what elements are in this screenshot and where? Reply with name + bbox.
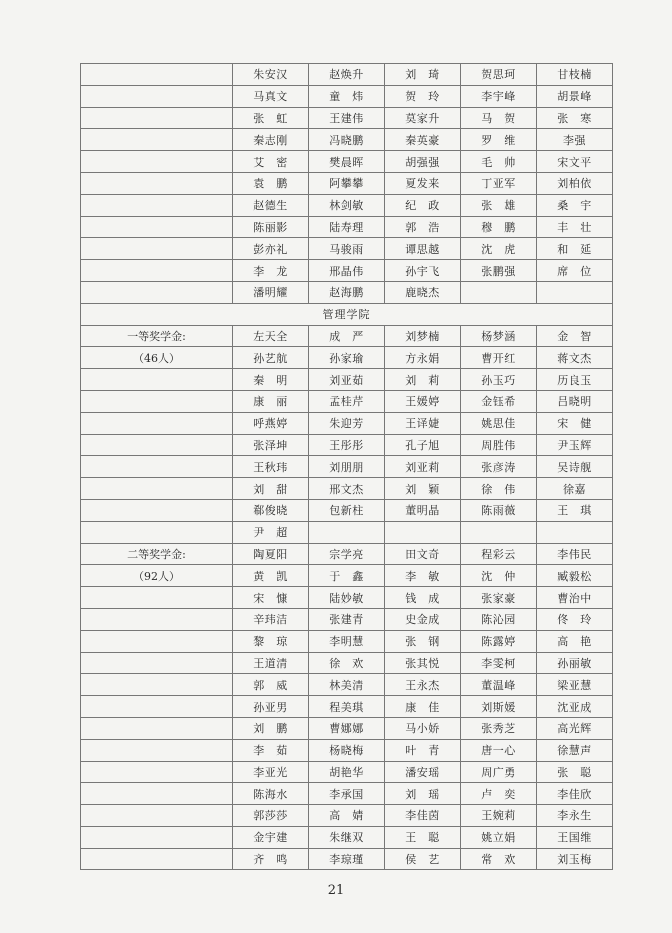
table-row (81, 456, 613, 478)
name-cell: 高光辉 (537, 717, 613, 739)
table-row (81, 172, 613, 194)
name-cell: 李宇峰 (461, 85, 537, 107)
category-cell (81, 630, 233, 652)
award-list-table (80, 63, 613, 870)
name-cell: 李佳茵 (385, 805, 461, 827)
category-cell: 二等奖学金: (81, 543, 233, 565)
section-heading: 管理学院 (81, 303, 613, 325)
table-row (81, 434, 613, 456)
name-cell: 杨梦涵 (461, 325, 537, 347)
category-cell (81, 216, 233, 238)
name-cell: 潘安瑶 (385, 761, 461, 783)
table-row (81, 194, 613, 216)
name-cell: 王婉莉 (461, 805, 537, 827)
name-cell: 郗俊晓 (233, 499, 309, 521)
category-cell (81, 499, 233, 521)
name-cell: 曹治中 (537, 587, 613, 609)
name-cell: 陆妙敏 (309, 587, 385, 609)
name-cell: 冯晓鹏 (309, 129, 385, 151)
name-cell: 孙丽敏 (537, 652, 613, 674)
name-cell: 林剑敏 (309, 194, 385, 216)
name-cell: 左天全 (233, 325, 309, 347)
category-cell (81, 717, 233, 739)
name-cell: 王永杰 (385, 674, 461, 696)
name-cell: 金宇建 (233, 826, 309, 848)
category-cell (81, 412, 233, 434)
table-row (81, 587, 613, 609)
table-row (81, 478, 613, 500)
category-cell (81, 85, 233, 107)
name-cell: 秦志刚 (233, 129, 309, 151)
name-cell: 臧毅松 (537, 565, 613, 587)
name-cell: 刘 鹏 (233, 717, 309, 739)
category-cell (81, 194, 233, 216)
name-cell: 王建伟 (309, 107, 385, 129)
name-cell (461, 281, 537, 303)
table-row (81, 151, 613, 173)
name-cell: 桑 宇 (537, 194, 613, 216)
name-cell: 贺思珂 (461, 64, 537, 86)
category-cell (81, 739, 233, 761)
name-cell: 丰 壮 (537, 216, 613, 238)
name-cell: 于 鑫 (309, 565, 385, 587)
name-cell: 席 位 (537, 260, 613, 282)
name-cell (537, 521, 613, 543)
award-list-body (81, 64, 613, 870)
name-cell: 张 钢 (385, 630, 461, 652)
name-cell: 李永生 (537, 805, 613, 827)
name-cell: 金 智 (537, 325, 613, 347)
name-cell: 辛玮洁 (233, 608, 309, 630)
table-row (81, 674, 613, 696)
name-cell: 刘柏依 (537, 172, 613, 194)
name-cell: 孙亚男 (233, 696, 309, 718)
name-cell: 姚立娟 (461, 826, 537, 848)
name-cell: 唐一心 (461, 739, 537, 761)
table-row (81, 630, 613, 652)
section-row (81, 303, 613, 325)
name-cell: 程彩云 (461, 543, 537, 565)
name-cell: 陈露婷 (461, 630, 537, 652)
name-cell: 郭 威 (233, 674, 309, 696)
name-cell: 宋 健 (537, 412, 613, 434)
table-row (81, 805, 613, 827)
name-cell: 鹿晓杰 (385, 281, 461, 303)
name-cell: 黄 凯 (233, 565, 309, 587)
name-cell: 朱安汉 (233, 64, 309, 86)
name-cell: 李亚光 (233, 761, 309, 783)
name-cell: 王道清 (233, 652, 309, 674)
name-cell: 刘 莉 (385, 369, 461, 391)
name-cell: 徐慧声 (537, 739, 613, 761)
category-cell (81, 805, 233, 827)
name-cell: 成 严 (309, 325, 385, 347)
name-cell: 马骏雨 (309, 238, 385, 260)
category-cell (81, 390, 233, 412)
category-cell (81, 761, 233, 783)
name-cell: 蒋文杰 (537, 347, 613, 369)
name-cell: 张建青 (309, 608, 385, 630)
category-cell: 一等奖学金: (81, 325, 233, 347)
name-cell: 侯 艺 (385, 848, 461, 870)
name-cell (461, 521, 537, 543)
name-cell: 康 佳 (385, 696, 461, 718)
table-row (81, 412, 613, 434)
category-cell (81, 129, 233, 151)
name-cell: 包新柱 (309, 499, 385, 521)
name-cell: 张泽坤 (233, 434, 309, 456)
name-cell: 王 聪 (385, 826, 461, 848)
name-cell: 刘玉梅 (537, 848, 613, 870)
name-cell: 贺 玲 (385, 85, 461, 107)
name-cell: 纪 政 (385, 194, 461, 216)
name-cell: 胡艳华 (309, 761, 385, 783)
name-cell: 史金成 (385, 608, 461, 630)
name-cell: 高 艳 (537, 630, 613, 652)
table-row (81, 696, 613, 718)
name-cell: 邢晶伟 (309, 260, 385, 282)
name-cell: 赵海鹏 (309, 281, 385, 303)
name-cell: 袁 鹏 (233, 172, 309, 194)
category-cell (81, 434, 233, 456)
category-cell (81, 64, 233, 86)
table-row (81, 281, 613, 303)
name-cell: 胡强强 (385, 151, 461, 173)
name-cell: 沈 仲 (461, 565, 537, 587)
name-cell: 张鹏强 (461, 260, 537, 282)
category-cell (81, 151, 233, 173)
category-cell (81, 783, 233, 805)
name-cell: 李雯柯 (461, 652, 537, 674)
name-cell: 张彦涛 (461, 456, 537, 478)
name-cell: 梁亚慧 (537, 674, 613, 696)
name-cell: 孟桂芹 (309, 390, 385, 412)
category-cell (81, 369, 233, 391)
category-cell (81, 674, 233, 696)
name-cell: 阿攀攀 (309, 172, 385, 194)
table-row (81, 848, 613, 870)
table-row (81, 64, 613, 86)
table-row (81, 783, 613, 805)
name-cell: 刘 甜 (233, 478, 309, 500)
name-cell: 杨晓梅 (309, 739, 385, 761)
name-cell: 孔子旭 (385, 434, 461, 456)
category-cell (81, 456, 233, 478)
name-cell: 李伟民 (537, 543, 613, 565)
name-cell: 尹 超 (233, 521, 309, 543)
name-cell: 刘 琦 (385, 64, 461, 86)
name-cell: 周广勇 (461, 761, 537, 783)
table-row (81, 826, 613, 848)
name-cell: 王国维 (537, 826, 613, 848)
name-cell: 王彤彤 (309, 434, 385, 456)
name-cell: 徐嘉 (537, 478, 613, 500)
table-row (81, 85, 613, 107)
name-cell: 李 敏 (385, 565, 461, 587)
name-cell: 钱 成 (385, 587, 461, 609)
name-cell: 夏发来 (385, 172, 461, 194)
name-cell: 李明慧 (309, 630, 385, 652)
name-cell: 沈亚成 (537, 696, 613, 718)
table-row (81, 347, 613, 369)
name-cell: 甘枝楠 (537, 64, 613, 86)
table-row (81, 107, 613, 129)
name-cell: 陈雨薇 (461, 499, 537, 521)
name-cell: 潘明耀 (233, 281, 309, 303)
table-row (81, 260, 613, 282)
name-cell: 赵德生 (233, 194, 309, 216)
name-cell: 金钰希 (461, 390, 537, 412)
table-row (81, 325, 613, 347)
name-cell: 陈海水 (233, 783, 309, 805)
name-cell: 孙家瑜 (309, 347, 385, 369)
name-cell: 秦 明 (233, 369, 309, 391)
table-row (81, 652, 613, 674)
category-cell (81, 848, 233, 870)
category-cell (81, 260, 233, 282)
table-row (81, 390, 613, 412)
category-cell (81, 608, 233, 630)
name-cell: 高 婧 (309, 805, 385, 827)
name-cell: 徐 伟 (461, 478, 537, 500)
name-cell: 刘亚茹 (309, 369, 385, 391)
name-cell: 佟 玲 (537, 608, 613, 630)
name-cell: 艾 密 (233, 151, 309, 173)
name-cell: 孙宇飞 (385, 260, 461, 282)
name-cell: 郭 浩 (385, 216, 461, 238)
table-row (81, 369, 613, 391)
name-cell: 叶 青 (385, 739, 461, 761)
name-cell (537, 281, 613, 303)
name-cell: 刘梦楠 (385, 325, 461, 347)
name-cell: 王秋玮 (233, 456, 309, 478)
name-cell: 秦英豪 (385, 129, 461, 151)
name-cell: 马小娇 (385, 717, 461, 739)
name-cell: 彭亦礼 (233, 238, 309, 260)
name-cell: 张 虹 (233, 107, 309, 129)
table-row (81, 761, 613, 783)
name-cell: 朱迎芳 (309, 412, 385, 434)
name-cell: 刘 瑶 (385, 783, 461, 805)
name-cell: 王媛婷 (385, 390, 461, 412)
name-cell (309, 521, 385, 543)
table-row (81, 608, 613, 630)
table-row (81, 521, 613, 543)
name-cell: 吕晓明 (537, 390, 613, 412)
name-cell: 李 茹 (233, 739, 309, 761)
table-row (81, 543, 613, 565)
name-cell: 李琼瑾 (309, 848, 385, 870)
table-row (81, 216, 613, 238)
name-cell: 穆 鹏 (461, 216, 537, 238)
category-cell (81, 696, 233, 718)
name-cell: 莫家升 (385, 107, 461, 129)
name-cell: 林美清 (309, 674, 385, 696)
name-cell: 历良玉 (537, 369, 613, 391)
name-cell: 王译婕 (385, 412, 461, 434)
name-cell: 徐 欢 (309, 652, 385, 674)
name-cell: 宋 慷 (233, 587, 309, 609)
category-cell (81, 238, 233, 260)
name-cell: 张秀芝 (461, 717, 537, 739)
name-cell: 罗 维 (461, 129, 537, 151)
name-cell: 陆寿理 (309, 216, 385, 238)
name-cell: 田文奇 (385, 543, 461, 565)
name-cell: 孙艺航 (233, 347, 309, 369)
category-cell: （92人） (81, 565, 233, 587)
name-cell: 张 雄 (461, 194, 537, 216)
name-cell: 宋文平 (537, 151, 613, 173)
name-cell: 曹开红 (461, 347, 537, 369)
page-number: 21 (327, 883, 345, 898)
name-cell: 刘亚莉 (385, 456, 461, 478)
name-cell: 丁亚军 (461, 172, 537, 194)
table-row (81, 129, 613, 151)
name-cell: 邢文杰 (309, 478, 385, 500)
name-cell: 马 贺 (461, 107, 537, 129)
name-cell: 尹玉辉 (537, 434, 613, 456)
name-cell: 刘斯媛 (461, 696, 537, 718)
table-row (81, 565, 613, 587)
name-cell: 常 欢 (461, 848, 537, 870)
name-cell: 张 聪 (537, 761, 613, 783)
category-cell (81, 107, 233, 129)
table-row (81, 238, 613, 260)
category-cell (81, 826, 233, 848)
name-cell: 张其悦 (385, 652, 461, 674)
name-cell: 胡景峰 (537, 85, 613, 107)
name-cell: 宗学亮 (309, 543, 385, 565)
name-cell: 康 丽 (233, 390, 309, 412)
name-cell: 李承国 (309, 783, 385, 805)
name-cell: 齐 鸣 (233, 848, 309, 870)
name-cell: 李佳欣 (537, 783, 613, 805)
category-cell (81, 281, 233, 303)
name-cell: 曹娜娜 (309, 717, 385, 739)
name-cell: 毛 帅 (461, 151, 537, 173)
name-cell: 马真文 (233, 85, 309, 107)
name-cell: 张家豪 (461, 587, 537, 609)
category-cell (81, 521, 233, 543)
name-cell: 樊晨晖 (309, 151, 385, 173)
category-cell: （46人） (81, 347, 233, 369)
name-cell: 朱继双 (309, 826, 385, 848)
name-cell: 卢 奕 (461, 783, 537, 805)
name-cell: 方永娟 (385, 347, 461, 369)
name-cell: 刘 颖 (385, 478, 461, 500)
name-cell: 张 寒 (537, 107, 613, 129)
name-cell: 刘朋朋 (309, 456, 385, 478)
name-cell: 李 龙 (233, 260, 309, 282)
name-cell: 李强 (537, 129, 613, 151)
name-cell: 和 延 (537, 238, 613, 260)
name-cell: 谭思越 (385, 238, 461, 260)
name-cell: 陈丽影 (233, 216, 309, 238)
name-cell: 吴诗舰 (537, 456, 613, 478)
name-cell: 童 炜 (309, 85, 385, 107)
category-cell (81, 652, 233, 674)
table-row (81, 739, 613, 761)
name-cell: 陶夏阳 (233, 543, 309, 565)
name-cell: 沈 虎 (461, 238, 537, 260)
name-cell: 赵焕升 (309, 64, 385, 86)
name-cell: 陈沁园 (461, 608, 537, 630)
category-cell (81, 587, 233, 609)
table-row (81, 717, 613, 739)
name-cell: 呼燕婷 (233, 412, 309, 434)
name-cell: 孙玉巧 (461, 369, 537, 391)
name-cell: 姚思佳 (461, 412, 537, 434)
name-cell: 王 琪 (537, 499, 613, 521)
name-cell: 周胜伟 (461, 434, 537, 456)
table-row (81, 499, 613, 521)
category-cell (81, 172, 233, 194)
name-cell (385, 521, 461, 543)
name-cell: 程美琪 (309, 696, 385, 718)
name-cell: 郭莎莎 (233, 805, 309, 827)
name-cell: 黎 琼 (233, 630, 309, 652)
category-cell (81, 478, 233, 500)
name-cell: 董明晶 (385, 499, 461, 521)
name-cell: 董温峰 (461, 674, 537, 696)
